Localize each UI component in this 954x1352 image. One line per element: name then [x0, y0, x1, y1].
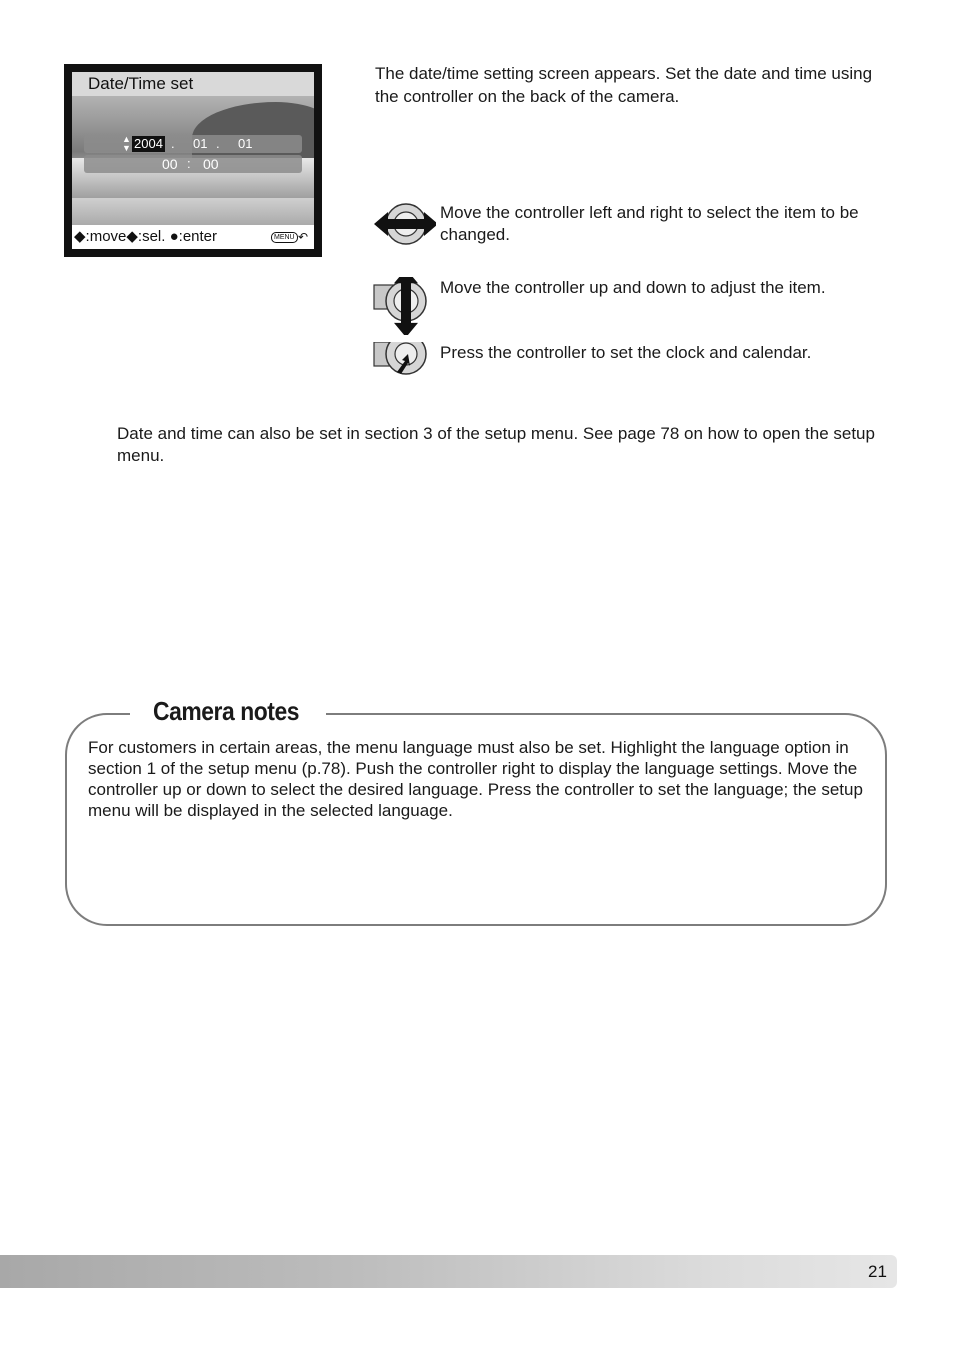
step-press-controller [372, 342, 902, 402]
hour-value[interactable]: 00 [162, 156, 178, 172]
month-value[interactable]: 01 [193, 136, 208, 151]
step-select-item [372, 202, 902, 262]
up-down-arrows-icon: ▲ ▼ [122, 134, 131, 153]
step-adjust-item [372, 277, 902, 337]
lcd-title: Date/Time set [72, 72, 314, 96]
date-separator: . [216, 136, 220, 151]
menu-button-icon: MENU [271, 232, 298, 243]
controller-left-right-icon [372, 202, 436, 250]
setup-menu-note: Date and time can also be set in section 3 of the setup menu. See page 78 on how to open the setup menu. [117, 424, 875, 465]
background-hill [192, 102, 314, 162]
step-text: Move the controller left and right to select the item to be changed. [440, 203, 859, 244]
minute-value[interactable]: 00 [203, 156, 219, 172]
time-separator: : [187, 156, 191, 171]
time-row [84, 155, 302, 173]
date-row [84, 135, 302, 153]
footer-bar [0, 1255, 897, 1288]
lcd-help-text: ◆:move◆:sel. ●:enter [74, 228, 218, 245]
lcd-screen [72, 72, 314, 249]
lcd-help-bar [72, 225, 314, 249]
back-arrow-icon: ↶ [298, 230, 309, 244]
controller-press-icon [372, 342, 436, 382]
camera-lcd-screenshot [64, 64, 322, 257]
step-text: Move the controller up and down to adjust the item. [440, 278, 826, 297]
controller-up-down-icon [372, 277, 436, 335]
camera-notes-body: For customers in certain areas, the menu language must also be set. Highlight the language option in section 1 of the setup menu (p.78). Push the controller right to display the language settings. Move the controller up or down to select the desired language. Press the controller to set the language; the setup menu will be displayed in the selected language. [88, 738, 863, 820]
year-value[interactable]: 2004 [134, 136, 163, 151]
page-number: 21 [868, 1262, 887, 1281]
date-separator: . [171, 136, 175, 151]
camera-notes-title: Camera notes [153, 696, 300, 726]
step-text: Press the controller to set the clock and calendar. [440, 343, 812, 362]
day-value[interactable]: 01 [238, 136, 253, 151]
intro-text: The date/time setting screen appears. Set the date and time using the controller on the back of the camera. [375, 64, 873, 106]
